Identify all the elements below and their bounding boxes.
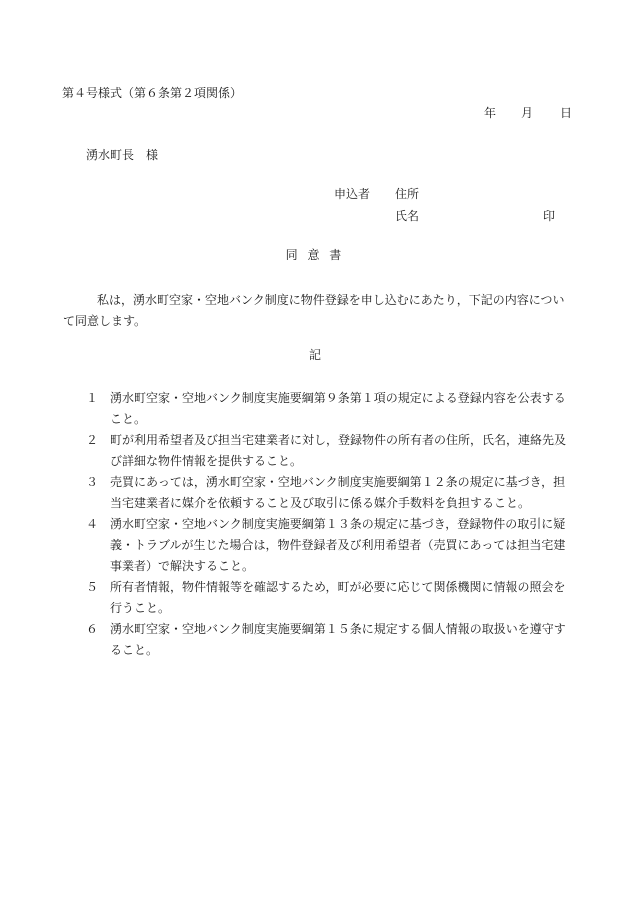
date-month-label: 月 [521,106,534,120]
document-title: 同 意 書 [285,248,345,262]
list-item [86,430,576,472]
list-item [86,577,576,619]
item-number: ３ [86,475,99,489]
item-text: 所有者情報，物件情報等を確認するため，町が必要に応じて関係機関に情報の照会を行うこと。 [110,580,566,615]
item-number: ２ [86,433,99,447]
list-item [86,514,576,577]
name-label: 氏名 [395,209,420,223]
item-text: 湧水町空家・空地バンク制度実施要綱第１３条の規定に基づき，登録物件の取引に疑義・トラブルが生じた場合は，物件登録者及び利用希望者（売買にあっては担当宅建事業者）で解決すること。 [110,517,566,573]
list-item [86,472,576,514]
item-number: １ [86,391,99,405]
applicant-label: 申込者 [334,187,371,201]
form-number-heading: 第４号様式（第６条第２項関係） [62,86,243,100]
seal-label: 印 [543,209,556,223]
addressee: 湧水町長 様 [86,148,159,162]
item-number: ５ [86,580,99,594]
item-text: 町が利用希望者及び担当宅建業者に対し，登録物件の所有者の住所，氏名，連絡先及び詳細な物件情報を提供すること。 [110,433,567,468]
intro-paragraph: 私は，湧水町空家・空地バンク制度に物件登録を申し込むにあたり，下記の内容について同意します。 [63,293,565,328]
item-text: 売買にあっては，湧水町空家・空地バンク制度実施要綱第１２条の規定に基づき，担当宅建業者に媒介を依頼すること及び取引に係る媒介手数料を負担すること。 [110,475,566,510]
consent-items-list [86,388,576,661]
item-number: ６ [86,622,99,636]
ki-heading: 記 [308,348,321,362]
item-number: ４ [86,517,99,531]
item-text: 湧水町空家・空地バンク制度実施要綱第９条第１項の規定による登録内容を公表すること。 [110,391,566,426]
item-text: 湧水町空家・空地バンク制度実施要綱第１５条に規定する個人情報の取扱いを遵守すること。 [110,622,566,657]
list-item [86,619,576,661]
date-year-label: 年 [484,106,497,120]
list-item [86,388,576,430]
address-label: 住所 [395,187,420,201]
date-day-label: 日 [560,106,573,120]
